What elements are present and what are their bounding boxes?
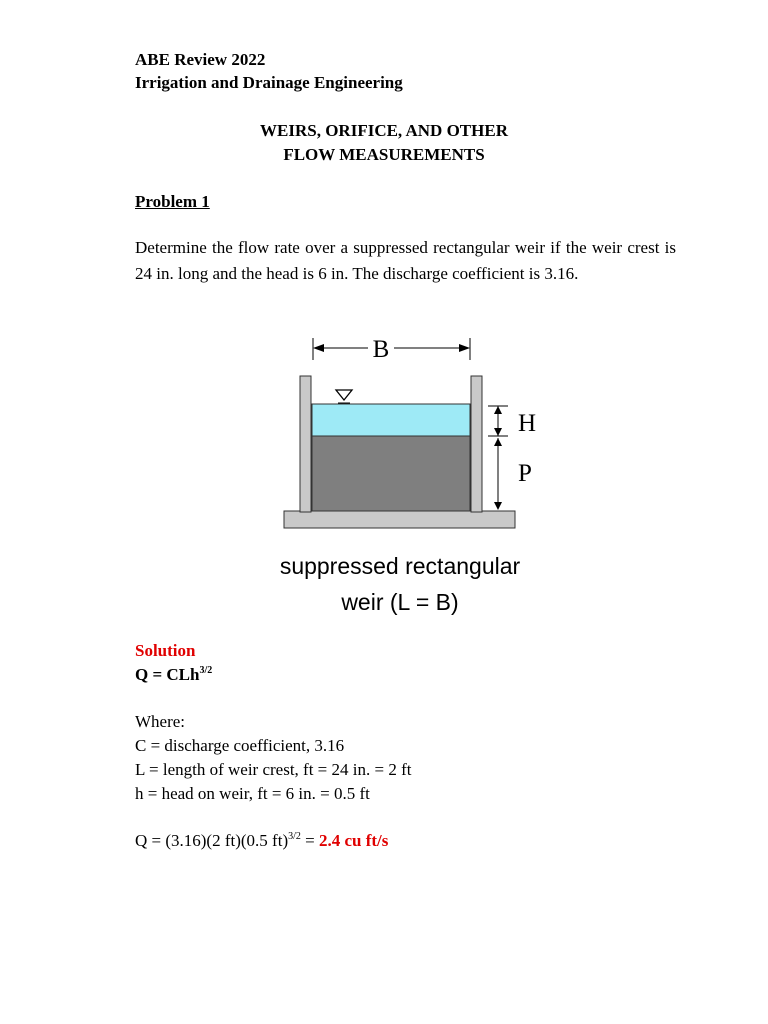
water-head-region <box>312 404 470 436</box>
problem-statement: Determine the flow rate over a suppressed rectangular weir if the weir crest is 24 in. long and the head is 6 in. The discharge coefficient is 3.16. <box>135 238 676 283</box>
figure-caption-line1: suppressed rectangular <box>279 553 521 579</box>
formula-base: Q = CLh <box>135 665 200 684</box>
weir-diagram <box>260 330 537 620</box>
definition-l: L = length of weir crest, ft = 24 in. = 2 ft <box>135 760 412 779</box>
calculation <box>135 829 388 853</box>
problem-heading: Problem 1 <box>135 192 210 211</box>
definition-h: h = head on weir, ft = 6 in. = 0.5 ft <box>135 784 370 803</box>
dimension-h-label: H <box>518 410 537 437</box>
dimension-p-label: P <box>518 460 532 487</box>
calculation-base: Q = (3.16)(2 ft)(0.5 ft) <box>135 831 289 850</box>
where-label: Where: <box>135 712 186 731</box>
right-wall <box>471 376 482 512</box>
left-wall <box>300 376 311 512</box>
figure-caption-line2: weir (L = B) <box>341 589 459 615</box>
formula-exponent: 3/2 <box>199 665 213 676</box>
solution-heading: Solution <box>135 641 196 660</box>
weir-base <box>284 511 515 528</box>
section-title-line1: WEIRS, ORIFICE, AND OTHER <box>260 121 508 140</box>
dimension-b-label: B <box>372 336 390 363</box>
definition-c: C = discharge coefficient, 3.16 <box>135 736 345 755</box>
formula <box>135 663 212 687</box>
course-subject: Irrigation and Drainage Engineering <box>135 73 403 92</box>
calculation-exponent: 3/2 <box>288 831 301 842</box>
section-title-line2: FLOW MEASUREMENTS <box>283 145 485 164</box>
course-title: ABE Review 2022 <box>135 50 266 69</box>
water-surface-icon <box>336 390 352 400</box>
weir-height-region <box>312 436 470 511</box>
calculation-equals: = <box>300 831 319 850</box>
final-answer: 2.4 cu ft/s <box>318 831 389 850</box>
